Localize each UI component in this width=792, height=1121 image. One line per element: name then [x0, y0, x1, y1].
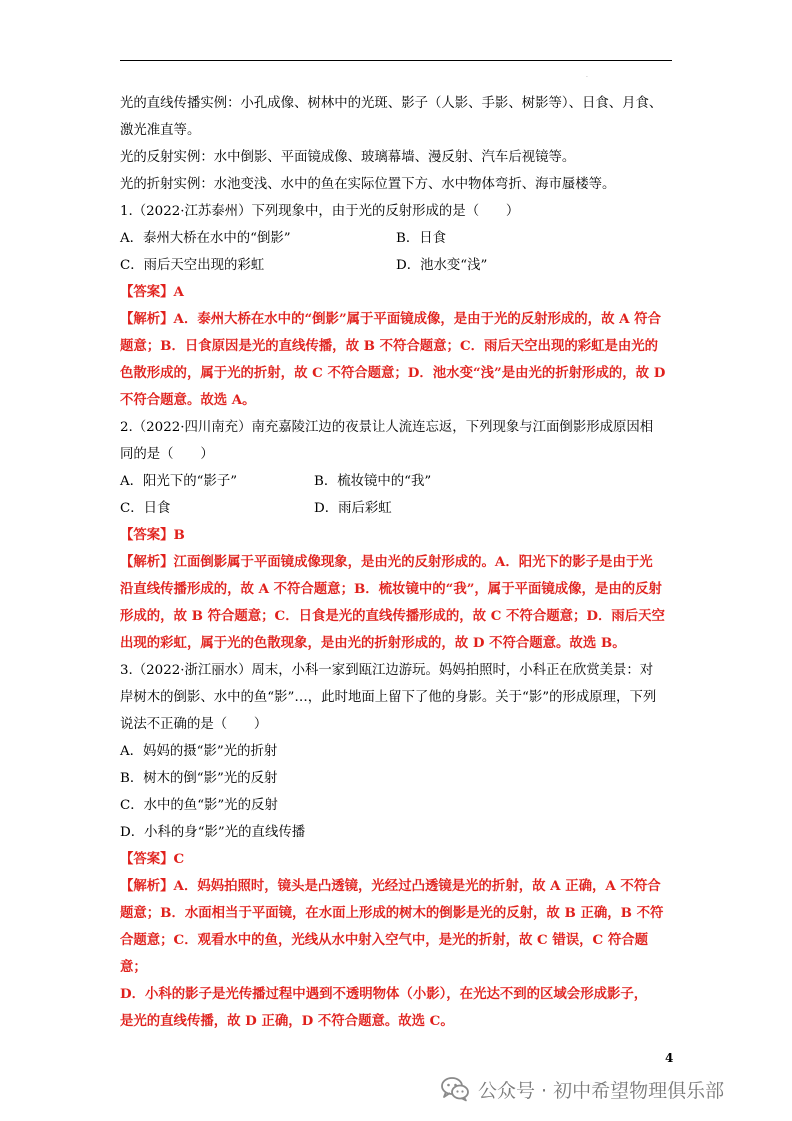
wechat-footer	[440, 1074, 724, 1104]
footer-text: 公众号 · 初中希望物理俱乐部	[478, 1079, 725, 1102]
option-a: A．妈妈的摄“影”光的折射	[120, 744, 278, 759]
analysis-line: 题意；B．水面相当于平面镜，在水面上形成的树木的倒影是光的反射，故 B 正确，B 不符	[120, 905, 664, 921]
analysis-line: 是光的直线传播，故 D 正确，D 不符合题意。故选 C。	[120, 1013, 454, 1029]
question-1	[120, 198, 672, 414]
question-stem: 3.（2022·浙江丽水）周末，小科一家到瓯江边游玩。妈妈拍照时，小科正在欣赏美景：对	[120, 663, 654, 678]
question-stem: 说法不正确的是（ ）	[120, 717, 268, 732]
options-row	[120, 225, 672, 252]
intro-line: 激光准直等。	[120, 123, 201, 138]
question-3	[120, 657, 672, 1035]
options-row	[120, 495, 672, 522]
analysis-line: 不符合题意。故选 A。	[120, 392, 256, 408]
analysis-line: 形成的，故 B 符合题意；C．日食是光的直线传播形成的，故 C 不符合题意；D．雨后天空	[120, 608, 665, 624]
answer-line: 【答案】C	[120, 851, 185, 867]
intro-line: 光的折射实例：水池变浅、水中的鱼在实际位置下方、水中物体弯折、海市蜃楼等。	[120, 177, 616, 192]
option-b: B．日食	[396, 231, 447, 246]
page-number: 4	[665, 1051, 674, 1065]
question-stem: 1.（2022·江苏泰州）下列现象中，由于光的反射形成的是（ ）	[120, 204, 520, 219]
answer-line: 【答案】A	[120, 284, 184, 300]
option-b: B．树木的倒“影”光的反射	[120, 771, 278, 786]
analysis-line: 题意；B．日食原因是光的直线传播，故 B 不符合题意；C．雨后天空出现的彩虹是由光的	[120, 338, 659, 354]
header-rule	[120, 60, 672, 61]
analysis-line: 【解析】江面倒影属于平面镜成像现象，是由光的反射形成的。A．阳光下的影子是由于光	[120, 554, 653, 570]
header-dot-mark: .	[586, 72, 588, 79]
option-d: D．雨后彩虹	[314, 501, 392, 516]
question-2	[120, 414, 672, 657]
option-d: D．池水变“浅”	[396, 258, 488, 273]
option-c: C．雨后天空出现的彩虹	[120, 258, 265, 273]
page-content	[120, 90, 672, 1035]
options-row	[120, 252, 672, 279]
option-c: C．水中的鱼“影”光的反射	[120, 798, 278, 813]
option-a: A．阳光下的“影子”	[120, 474, 238, 489]
analysis-line: 【解析】A．妈妈拍照时，镜头是凸透镜，光经过凸透镜是光的折射，故 A 正确，A 不符合	[120, 878, 661, 894]
analysis-line: D．小科的影子是光传播过程中遇到不透明物体（小影），在光达不到的区域会形成影子，	[120, 986, 648, 1002]
question-stem: 岸树木的倒影、水中的鱼“影”…，此时地面上留下了他的身影。关于“影”的形成原理，下列	[120, 690, 657, 705]
option-d: D．小科的身“影”光的直线传播	[120, 825, 306, 840]
option-a: A．泰州大桥在水中的“倒影”	[120, 231, 291, 246]
wechat-icon	[440, 1076, 470, 1102]
intro-section	[120, 90, 672, 198]
intro-line: 光的反射实例：水中倒影、平面镜成像、玻璃幕墙、漫反射、汽车后视镜等。	[120, 150, 576, 165]
analysis-line: 色散形成的，属于光的折射，故 C 不符合题意；D．池水变“浅”是由光的折射形成的，故 D	[120, 365, 666, 381]
analysis-line: 出现的彩虹，属于光的色散现象，是由光的折射形成的，故 D 不符合题意。故选 B。	[120, 635, 626, 651]
question-stem: 同的是（ ）	[120, 447, 214, 462]
analysis-line: 【解析】A．泰州大桥在水中的“倒影”属于平面镜成像，是由于光的反射形成的，故 A 符合	[120, 311, 661, 327]
analysis-line: 沿直线传播形成的，故 A 不符合题意；B．梳妆镜中的“我”，属于平面镜成像，是由的反射	[120, 581, 662, 597]
option-c: C．日食	[120, 501, 171, 516]
answer-line: 【答案】B	[120, 527, 185, 543]
intro-line: 光的直线传播实例：小孔成像、树林中的光斑、影子（人影、手影、树影等）、日食、月食、	[120, 96, 663, 111]
options-row	[120, 468, 672, 495]
option-b: B．梳妆镜中的“我”	[314, 474, 432, 489]
analysis-line: 合题意；C．观看水中的鱼，光线从水中射入空气中，是光的折射，故 C 错误，C 符合题意；	[120, 932, 649, 975]
question-stem: 2.（2022·四川南充）南充嘉陵江边的夜景让人流连忘返，下列现象与江面倒影形成原因相	[120, 420, 654, 435]
